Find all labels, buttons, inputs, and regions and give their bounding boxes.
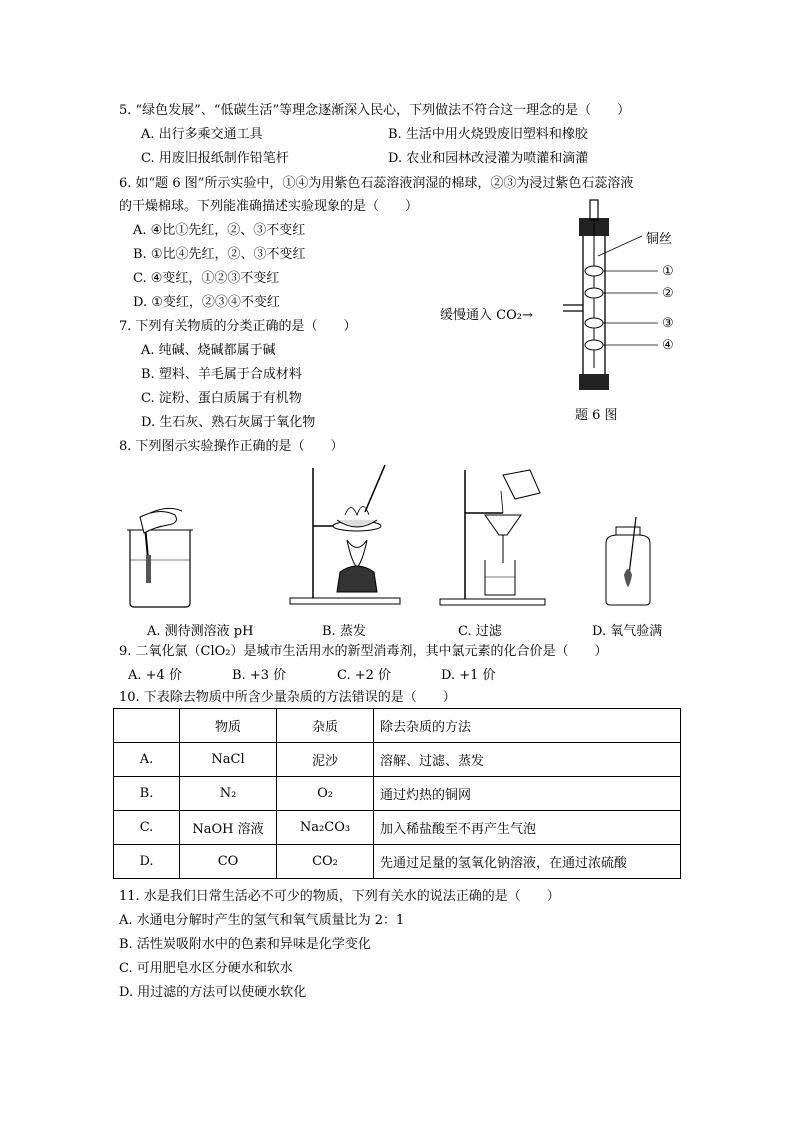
q11-option-a[interactable]: A. 水通电分解时产生的氢气和氧气质量比为 2：1: [119, 913, 405, 928]
q6-option-c[interactable]: C. ④变红，①②③不变红: [133, 271, 280, 286]
table-row[interactable]: [114, 777, 681, 811]
q8-caption-b: B. 蒸发: [322, 624, 366, 639]
q9-option-c[interactable]: C. +2 价: [337, 668, 392, 683]
table-cell: O₂: [277, 777, 374, 811]
table-cell: Na₂CO₃: [277, 811, 374, 845]
table-cell: A.: [114, 743, 180, 777]
q6-label-copper-wire: 铜丝: [646, 232, 673, 247]
q9-option-a[interactable]: A. +4 价: [128, 668, 182, 683]
q6-mark-2: ②: [662, 286, 674, 301]
q7-option-b[interactable]: B. 塑料、羊毛属于合成材料: [141, 367, 302, 382]
table-cell: 通过灼热的铜网: [374, 777, 681, 811]
table-cell: CO: [180, 845, 277, 879]
q6-stem-line2: 的干燥棉球。下列能准确描述实验现象的是（ ）: [119, 199, 419, 214]
q8-caption-c: C. 过滤: [458, 624, 502, 639]
table-cell: 加入稀盐酸至不再产生气泡: [374, 811, 681, 845]
q6-mark-1: ①: [662, 264, 674, 279]
q7-option-a[interactable]: A. 纯碱、烧碱都属于碱: [141, 343, 276, 358]
table-header-cell: 除去杂质的方法: [374, 709, 681, 743]
q5-option-d[interactable]: D. 农业和园林改浸灌为喷灌和滴灌: [388, 151, 589, 166]
q9-stem: 9. 二氧化氯（ClO₂）是城市生活用水的新型消毒剂，其中氯元素的化合价是（ ）: [119, 644, 608, 659]
q8-caption-d: D. 氧气验满: [592, 624, 663, 639]
table-cell: C.: [114, 811, 180, 845]
q8-caption-a: A. 测待测溶液 pH: [147, 624, 254, 639]
q8-figure-d-oxygen-test: [596, 515, 666, 610]
q11-option-d[interactable]: D. 用过滤的方法可以使硬水软化: [119, 985, 307, 1000]
q8-figure-a-ph-test: [120, 505, 220, 610]
q8-figure-c-filtration: [435, 465, 555, 610]
q7-option-c[interactable]: C. 淀粉、蛋白质属于有机物: [141, 391, 302, 406]
table-header-row: [114, 709, 681, 743]
table-row[interactable]: [114, 811, 681, 845]
q6-option-b[interactable]: B. ①比④先红，②、③不变红: [133, 247, 306, 262]
q5-option-a[interactable]: A. 出行多乘交通工具: [141, 127, 263, 142]
table-row[interactable]: [114, 845, 681, 879]
q6-mark-4: ④: [662, 338, 674, 353]
q9-option-b[interactable]: B. +3 价: [232, 668, 287, 683]
q7-option-d[interactable]: D. 生石灰、熟石灰属于氧化物: [141, 415, 316, 430]
table-cell: 溶解、过滤、蒸发: [374, 743, 681, 777]
q6-stem-line1: 6. 如“题 6 图”所示实验中，①④为用紫色石蕊溶液润湿的棉球，②③为浸过紫色石蕊溶液: [119, 176, 634, 191]
q6-figure-caption: 题 6 图: [575, 408, 618, 423]
q7-stem: 7. 下列有关物质的分类正确的是（ ）: [119, 319, 357, 334]
q6-option-a[interactable]: A. ④比①先红，②、③不变红: [133, 223, 306, 238]
q10-stem: 10. 下表除去物质中所含少量杂质的方法错误的是（ ）: [119, 690, 456, 705]
table-cell: B.: [114, 777, 180, 811]
q6-option-d[interactable]: D. ①变红，②③④不变红: [133, 295, 280, 310]
table-cell: N₂: [180, 777, 277, 811]
table-cell: 泥沙: [277, 743, 374, 777]
q5-option-b[interactable]: B. 生活中用火烧毁废旧塑料和橡胶: [388, 127, 588, 142]
q11-option-b[interactable]: B. 活性炭吸附水中的色素和异味是化学变化: [119, 937, 371, 952]
table-cell: CO₂: [277, 845, 374, 879]
table-cell: NaOH 溶液: [180, 811, 277, 845]
q8-stem: 8. 下列图示实验操作正确的是（ ）: [119, 439, 344, 454]
table-cell: NaCl: [180, 743, 277, 777]
q10-table: [113, 708, 681, 879]
table-cell: D.: [114, 845, 180, 879]
q6-mark-3: ③: [662, 316, 674, 331]
q8-figure-b-evaporation: [285, 460, 405, 610]
table-header-cell: 物质: [180, 709, 277, 743]
table-cell: 先通过足量的氢氧化钠溶液，在通过浓硫酸: [374, 845, 681, 879]
table-row[interactable]: [114, 743, 681, 777]
q5-stem: 5. “绿色发展”、“低碳生活”等理念逐渐深入民心，下列做法不符合这一理念的是（ ）: [119, 103, 631, 118]
q6-label-co2-inlet: 缓慢通入 CO₂→: [440, 308, 533, 323]
table-header-cell: 杂质: [277, 709, 374, 743]
q9-option-d[interactable]: D. +1 价: [441, 668, 496, 683]
q11-stem: 11. 水是我们日常生活必不可少的物质，下列有关水的说法正确的是（ ）: [119, 889, 560, 904]
q5-option-c[interactable]: C. 用废旧报纸制作铅笔杆: [141, 151, 289, 166]
table-header-cell: [114, 709, 180, 743]
q11-option-c[interactable]: C. 可用肥皂水区分硬水和软水: [119, 961, 293, 976]
